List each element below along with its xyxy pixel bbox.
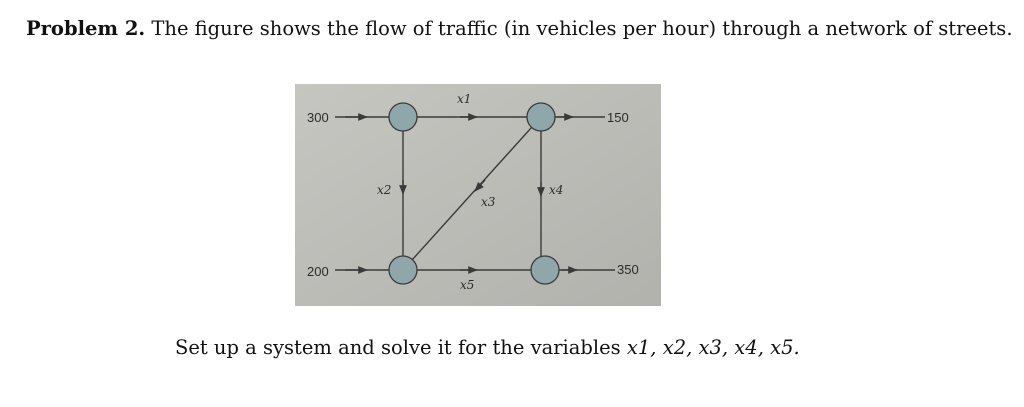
flow-label-150: 150 — [607, 110, 629, 125]
problem-text: The figure shows the flow of traffic (in vehicles per hour) through a network of streets. — [151, 17, 1013, 40]
traffic-network-diagram — [295, 84, 661, 306]
intersection-node-top-right — [527, 103, 555, 131]
variable-label-x3: x3 — [481, 195, 496, 209]
variable-label-x1: x1 — [457, 92, 472, 106]
instruction-text: Set up a system and solve it for the variables — [175, 336, 621, 359]
problem-statement — [26, 16, 1013, 42]
instruction-variables: x1, x2, x3, x4, x5. — [626, 336, 800, 359]
variable-label-x2: x2 — [377, 183, 392, 197]
intersection-node-bottom-right — [531, 256, 559, 284]
variable-label-x5: x5 — [460, 278, 475, 292]
flow-label-350: 350 — [617, 262, 639, 277]
flow-label-300: 300 — [307, 110, 329, 125]
intersection-node-bottom-left — [389, 256, 417, 284]
problem-label: Problem 2. — [26, 17, 146, 40]
intersection-node-top-left — [389, 103, 417, 131]
flow-label-200: 200 — [307, 264, 329, 279]
variable-label-x4: x4 — [549, 183, 564, 197]
traffic-network-figure — [295, 84, 661, 306]
instruction-statement — [175, 335, 800, 361]
